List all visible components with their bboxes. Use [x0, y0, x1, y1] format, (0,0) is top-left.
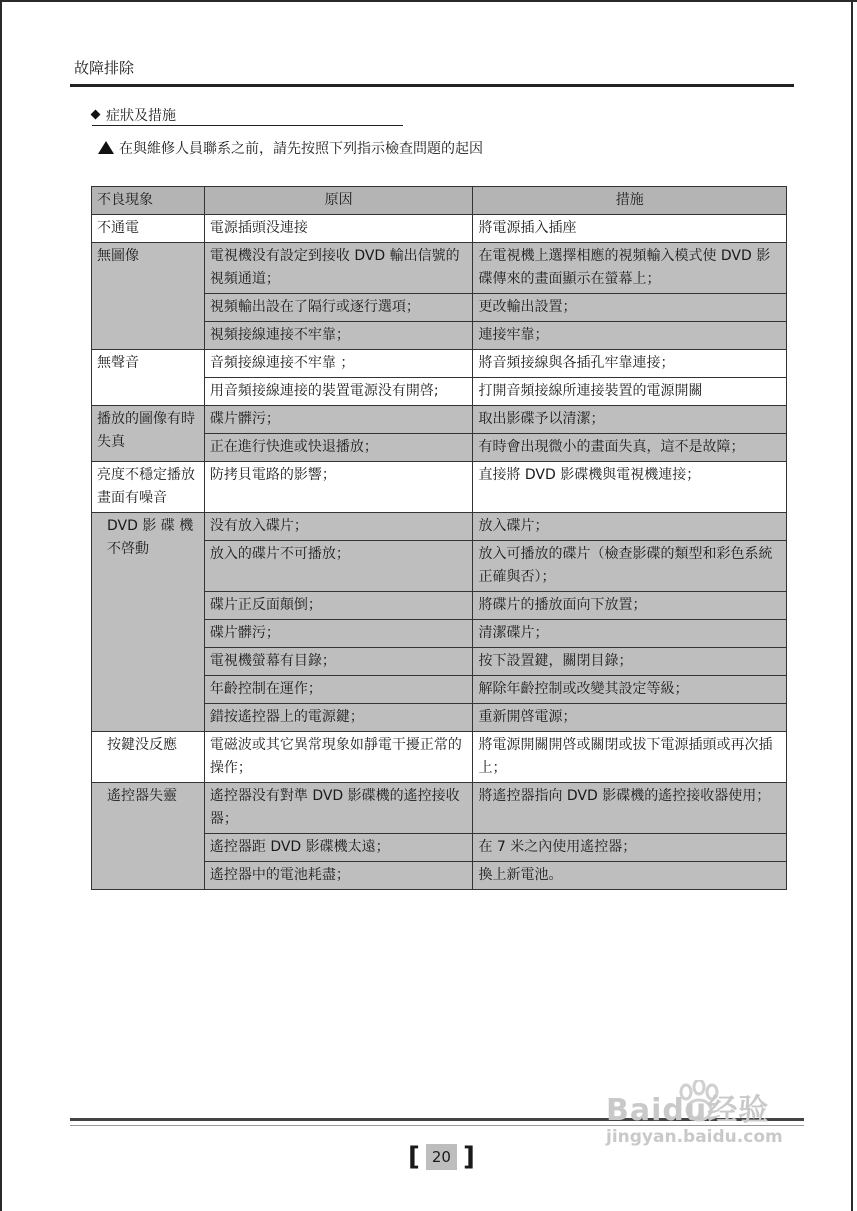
problem-cell [92, 513, 205, 732]
cause-cell: 音頻接線連接不牢靠 ； [204, 350, 473, 378]
table-header-row [92, 187, 787, 215]
warning-triangle-icon [98, 141, 114, 154]
top-border [0, 0, 857, 2]
right-bracket: ] [462, 1142, 475, 1172]
action-cell: 換上新電池。 [473, 862, 787, 890]
header-cause: 原因 [204, 187, 473, 215]
cause-cell: 年齡控制在運作； [204, 676, 473, 704]
subheading-text: 症狀及措施 [106, 108, 176, 124]
cause-cell: 電視機螢幕有目錄； [204, 648, 473, 676]
table-row [92, 406, 787, 434]
action-cell: 解除年齡控制或改變其設定等級； [473, 676, 787, 704]
cause-cell: 碟片正反面顛倒； [204, 592, 473, 620]
table-row [92, 732, 787, 783]
action-cell: 將音頻接線與各插孔牢靠連接； [473, 350, 787, 378]
right-border [851, 0, 853, 1211]
action-cell: 打開音頻接線所連接裝置的電源開關 [473, 378, 787, 406]
header-rule [70, 84, 794, 87]
left-border [0, 0, 2, 1211]
left-bracket: [ [408, 1142, 420, 1172]
action-cell: 取出影碟予以清潔； [473, 406, 787, 434]
action-cell: 直接將 DVD 影碟機與電視機連接； [473, 462, 787, 513]
action-cell: 有時會出現微小的畫面失真，這不是故障； [473, 434, 787, 462]
cause-cell: 防拷貝電路的影響； [204, 462, 473, 513]
watermark-url: jingyan.baidu.com [606, 1127, 783, 1147]
table-row [92, 783, 787, 834]
cause-cell: 電視機没有設定到接收 DVD 輸出信號的視頻通道； [204, 243, 473, 294]
problem-cell: 亮度不穩定播放畫面有噪音 [92, 462, 205, 513]
problem-text: 按鍵没反應 [107, 737, 177, 753]
table-row [92, 462, 787, 513]
header-action: 措施 [473, 187, 787, 215]
cause-cell: 碟片髒污； [204, 620, 473, 648]
cause-cell: 視頻接線連接不牢靠； [204, 322, 473, 350]
action-cell: 將電源插入插座 [473, 215, 787, 243]
notice-text: 在與維修人員聯系之前，請先按照下列指示檢查問題的起因 [119, 141, 483, 157]
action-cell: 放入可播放的碟片（檢查影碟的類型和彩色系統正確與否）； [473, 541, 787, 592]
action-cell: 將碟片的播放面向下放置； [473, 592, 787, 620]
action-cell: 清潔碟片； [473, 620, 787, 648]
action-cell: 按下設置鍵，關閉目錄； [473, 648, 787, 676]
table-row [92, 215, 787, 243]
cause-cell: 正在進行快進或快退播放； [204, 434, 473, 462]
cause-cell: 用音頻接線連接的裝置電源没有開啓; [204, 378, 473, 406]
cause-cell: 錯按遙控器上的電源鍵； [204, 704, 473, 732]
problem-cell [92, 732, 205, 783]
action-cell: 連接牢靠； [473, 322, 787, 350]
action-cell: 在電視機上選擇相應的視頻輸入模式使 DVD 影碟傳來的畫面顯示在螢幕上； [473, 243, 787, 294]
problem-cell: 無聲音 [92, 350, 205, 406]
table-row [92, 513, 787, 541]
action-cell: 重新開啓電源； [473, 704, 787, 732]
cause-cell: 電磁波或其它異常現象如靜電干擾正常的操作； [204, 732, 473, 783]
diamond-bullet-icon [91, 110, 101, 120]
cause-cell: 遙控器距 DVD 影碟機太遠； [204, 834, 473, 862]
page-number-value: 20 [426, 1144, 457, 1170]
table-row [92, 243, 787, 294]
notice [98, 138, 483, 158]
action-cell: 放入碟片； [473, 513, 787, 541]
problem-cell: 不通電 [92, 215, 205, 243]
table-row [92, 350, 787, 378]
problem-cell [92, 783, 205, 890]
cause-cell: 遙控器中的電池耗盡； [204, 862, 473, 890]
action-cell: 將遙控器指向 DVD 影碟機的遙控接收器使用； [473, 783, 787, 834]
cause-cell: 放入的碟片不可播放； [204, 541, 473, 592]
cause-cell: 電源插頭没連接 [204, 215, 473, 243]
section-title: 故障排除 [74, 59, 135, 77]
action-cell: 更改輸出設置； [473, 294, 787, 322]
problem-text: 遙控器失靈 [107, 788, 177, 804]
watermark-brand: Baidu经验 [606, 1093, 770, 1128]
cause-cell: 没有放入碟片； [204, 513, 473, 541]
action-cell: 在 7 米之內使用遙控器； [473, 834, 787, 862]
subheading-rule [92, 125, 403, 126]
problem-cell: 無圖像 [92, 243, 205, 350]
page-number [408, 1142, 475, 1172]
watermark [606, 1085, 783, 1147]
subheading [90, 105, 176, 125]
troubleshooting-table [91, 186, 787, 890]
cause-cell: 碟片髒污； [204, 406, 473, 434]
action-cell: 將電源開關開啓或關閉或拔下電源插頭或再次插上； [473, 732, 787, 783]
problem-text: DVD 影 碟 機 不啓動 [107, 518, 194, 557]
cause-cell: 視頻輸出設在了隔行或逐行選項； [204, 294, 473, 322]
cause-cell: 遙控器没有對準 DVD 影碟機的遙控接收器； [204, 783, 473, 834]
header-problem: 不良現象 [92, 187, 205, 215]
problem-cell: 播放的圖像有時失真 [92, 406, 205, 462]
